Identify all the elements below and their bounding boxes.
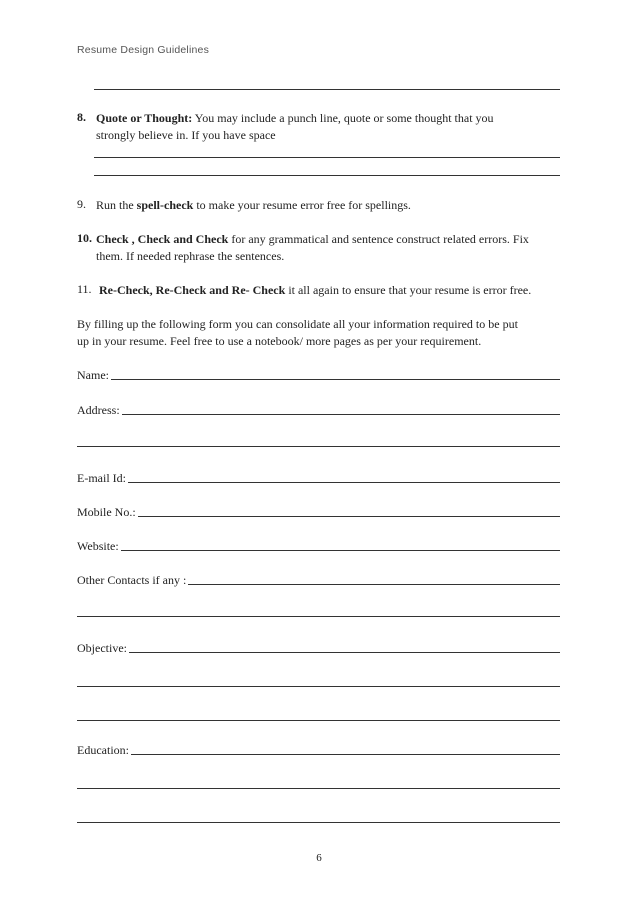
form-intro-line2: up in your resume. Feel free to use a notebook/ more pages as per your requirement. xyxy=(77,334,482,348)
blank-line xyxy=(94,89,560,90)
item-11-text xyxy=(99,282,569,299)
page-number: 6 xyxy=(316,852,322,864)
blank-line xyxy=(94,157,560,158)
name-field[interactable] xyxy=(77,366,560,382)
item-8-line2: strongly believe in. If you have space xyxy=(96,128,276,142)
item-9-before: Run the xyxy=(96,198,137,212)
website-line[interactable] xyxy=(121,550,560,551)
objective-line-3[interactable] xyxy=(77,720,560,721)
website-label: Website: xyxy=(77,539,119,553)
item-10-text xyxy=(96,231,566,265)
name-label: Name: xyxy=(77,368,109,382)
mobile-field[interactable] xyxy=(77,503,560,519)
form-intro xyxy=(77,316,567,350)
form-intro-line1: By filling up the following form you can consolidate all your information required to be put xyxy=(77,317,518,331)
item-10-number: 10. xyxy=(77,231,92,245)
address-line[interactable] xyxy=(122,414,560,415)
other-contacts-line[interactable] xyxy=(188,584,560,585)
running-header: Resume Design Guidelines xyxy=(77,44,210,56)
item-11-after: it all again to ensure that your resume is error free. xyxy=(285,283,532,297)
item-9-text xyxy=(96,197,566,214)
item-10-heading: Check , Check and Check xyxy=(96,232,229,246)
website-field[interactable] xyxy=(77,537,560,553)
address-label: Address: xyxy=(77,403,120,417)
item-10-line2: them. If needed rephrase the sentences. xyxy=(96,249,285,263)
item-11-number: 11. xyxy=(77,282,92,296)
item-11-heading: Re-Check, Re-Check and Re- Check xyxy=(99,283,286,297)
education-line-3[interactable] xyxy=(77,822,560,823)
item-8-line1: You may include a punch line, quote or some thought that you xyxy=(192,111,494,125)
name-line[interactable] xyxy=(111,379,560,380)
mobile-label: Mobile No.: xyxy=(77,505,136,519)
item-9-heading: spell-check xyxy=(136,198,194,212)
item-9-after: to make your resume error free for spellings. xyxy=(193,198,411,212)
item-8-text xyxy=(96,110,566,144)
email-label: E-mail Id: xyxy=(77,471,126,485)
item-9-number: 9. xyxy=(77,197,86,211)
education-line-2[interactable] xyxy=(77,788,560,789)
education-label: Education: xyxy=(77,743,129,757)
address-field[interactable] xyxy=(77,401,560,417)
item-8-number: 8. xyxy=(77,110,86,124)
objective-line-2[interactable] xyxy=(77,686,560,687)
email-line[interactable] xyxy=(128,482,560,483)
email-field[interactable] xyxy=(77,469,560,485)
address-line-2[interactable] xyxy=(77,446,560,447)
objective-field[interactable] xyxy=(77,639,560,655)
other-contacts-line-2[interactable] xyxy=(77,616,560,617)
blank-line xyxy=(94,175,560,176)
item-8-heading: Quote or Thought: xyxy=(96,111,193,125)
objective-label: Objective: xyxy=(77,641,127,655)
item-10-line1: for any grammatical and sentence construct related errors. Fix xyxy=(228,232,529,246)
objective-line[interactable] xyxy=(129,652,560,653)
education-line[interactable] xyxy=(131,754,560,755)
education-field[interactable] xyxy=(77,741,560,757)
other-contacts-field[interactable] xyxy=(77,571,560,587)
mobile-line[interactable] xyxy=(138,516,560,517)
other-contacts-label: Other Contacts if any : xyxy=(77,573,187,587)
